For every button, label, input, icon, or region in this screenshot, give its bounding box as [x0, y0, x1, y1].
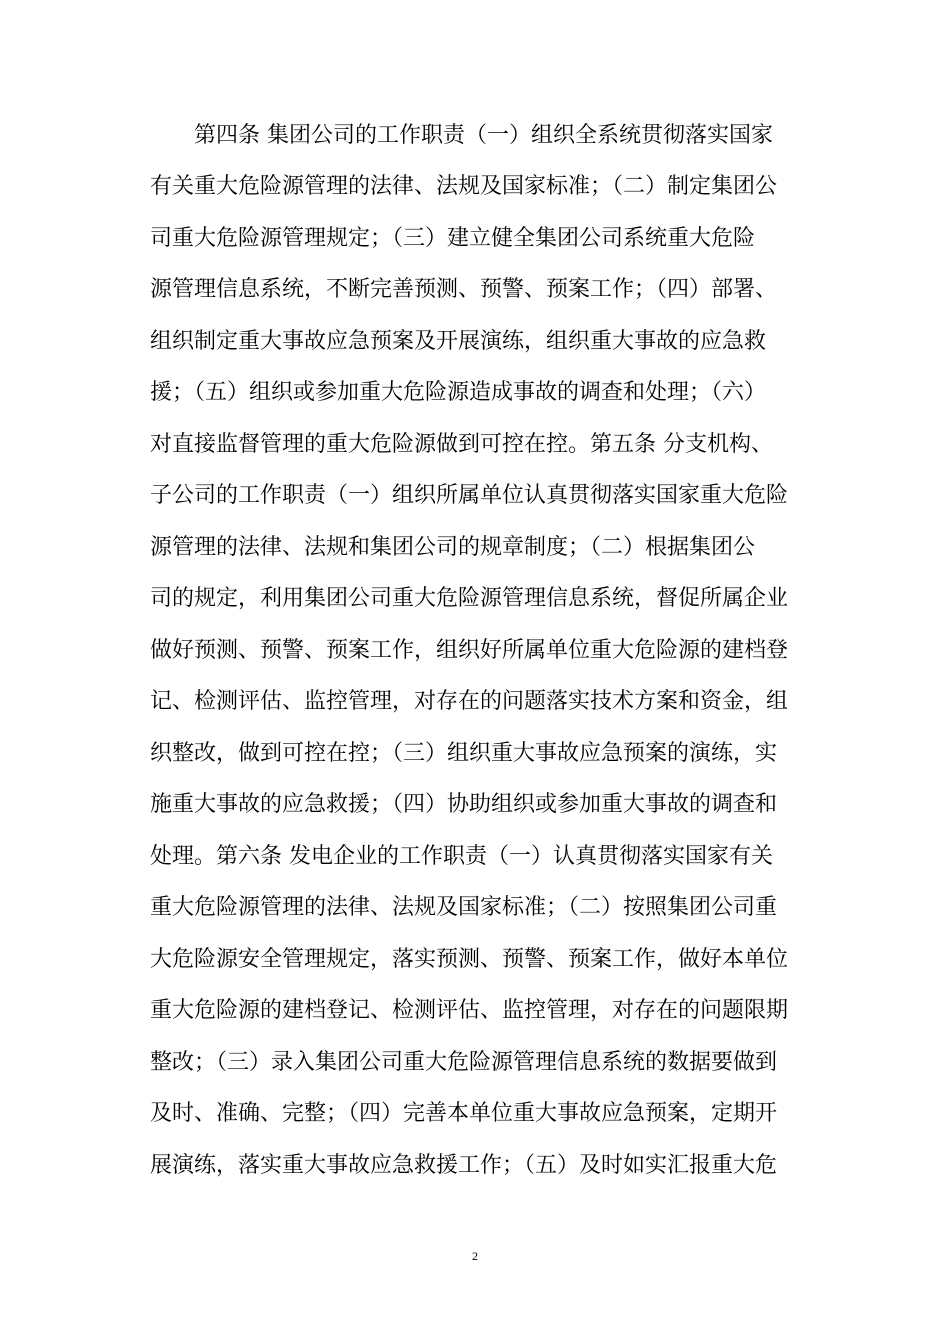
text-line: 重大危险源的建档登记、检测评估、监控管理，对存在的问题限期: [150, 998, 789, 1023]
text-line: 展演练，落实重大事故应急救援工作；（五）及时如实汇报重大危: [150, 1153, 778, 1178]
text-line: 司的规定，利用集团公司重大危险源管理信息系统，督促所属企业: [150, 586, 789, 611]
text-line: 源管理的法律、法规和集团公司的规章制度；（二）根据集团公: [150, 535, 756, 560]
text-line: 处理。第六条 发电企业的工作职责（一）认真贯彻落实国家有关: [150, 844, 773, 869]
text-line: 组织制定重大事故应急预案及开展演练，组织重大事故的应急救: [150, 329, 767, 354]
text-line: 子公司的工作职责（一）组织所属单位认真贯彻落实国家重大危险: [150, 483, 789, 508]
text-line: 对直接监督管理的重大危险源做到可控在控。第五条 分支机构、: [150, 432, 773, 457]
text-line: 及时、准确、完整；（四）完善本单位重大事故应急预案，定期开: [150, 1101, 778, 1126]
text-line: 记、检测评估、监控管理，对存在的问题落实技术方案和资金，组: [150, 689, 789, 714]
text-line: 司重大危险源管理规定；（三）建立健全集团公司系统重大危险: [150, 226, 756, 251]
text-line: 大危险源安全管理规定，落实预测、预警、预案工作，做好本单位: [150, 947, 789, 972]
text-line: 源管理信息系统，不断完善预测、预警、预案工作；（四）部署、: [150, 277, 778, 302]
text-line: 第四条 集团公司的工作职责（一）组织全系统贯彻落实国家: [194, 123, 773, 148]
text-line: 有关重大危险源管理的法律、法规及国家标准；（二）制定集团公: [150, 174, 778, 199]
text-line: 援；（五）组织或参加重大危险源造成事故的调查和处理；（六）: [150, 380, 767, 405]
text-line: 做好预测、预警、预案工作，组织好所属单位重大危险源的建档登: [150, 638, 789, 663]
page-number: 2: [472, 1249, 478, 1263]
text-line: 施重大事故的应急救援；（四）协助组织或参加重大事故的调查和: [150, 792, 778, 817]
text-line: 重大危险源管理的法律、法规及国家标准；（二）按照集团公司重: [150, 895, 778, 920]
text-line: 织整改，做到可控在控；（三）组织重大事故应急预案的演练，实: [150, 741, 778, 766]
text-line: 整改；（三）录入集团公司重大危险源管理信息系统的数据要做到: [150, 1050, 778, 1075]
